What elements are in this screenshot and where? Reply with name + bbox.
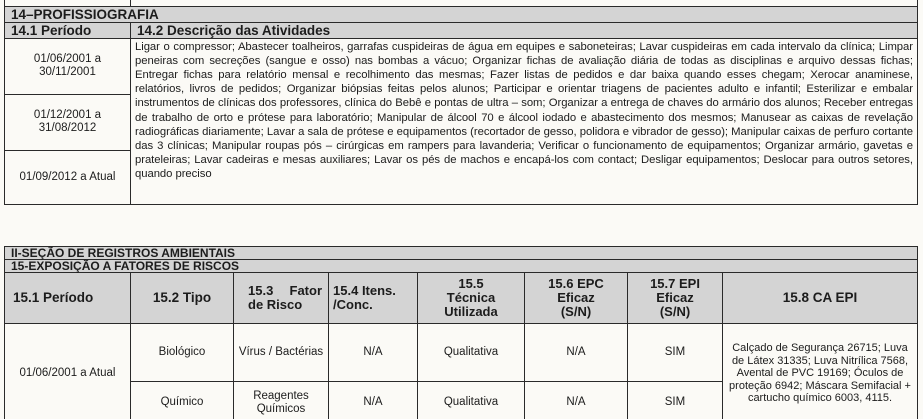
- header-itens-num: 15.4: [333, 283, 359, 298]
- risk-epc-1: N/A: [525, 324, 628, 382]
- risk-itens-1: N/A: [329, 324, 418, 382]
- header-epc: [525, 273, 628, 324]
- exposicao-title: 15-EXPOSIÇÃO A FATORES DE RISCOS: [5, 260, 918, 273]
- header-tecnica-2: Técnica: [446, 290, 496, 305]
- header-tipo: 15.2 Tipo: [131, 273, 234, 324]
- header-tecnica: [418, 273, 525, 324]
- risk-itens-2: N/A: [329, 382, 418, 419]
- registros-title: II-SEÇÃO DE REGISTROS AMBIENTAIS: [5, 247, 918, 260]
- header-periodo: 15.1 Período: [5, 273, 131, 324]
- col-period-header: 14.1 Período: [5, 22, 131, 38]
- risk-epc-2: N/A: [525, 382, 628, 419]
- risk-epi-1: SIM: [628, 324, 723, 382]
- header-epi-1: 15.7 EPI: [650, 276, 700, 291]
- risk-epi-2: SIM: [628, 382, 723, 419]
- registros-section: [4, 246, 918, 419]
- header-fator-word: Fator: [289, 283, 322, 298]
- header-ca-epi: 15.8 CA EPI: [723, 273, 918, 324]
- risk-tecnica-1: Qualitativa: [418, 324, 525, 382]
- header-fator-num: 15.3: [248, 283, 274, 298]
- header-epi-2: Eficaz: [656, 290, 694, 305]
- risk-fator-2: Reagentes Químicos: [234, 382, 329, 419]
- period-1: 01/06/2001 a 30/11/2001: [5, 38, 131, 94]
- profissiografia-table: [4, 0, 918, 205]
- risk-period: 01/06/2001 a Atual: [5, 324, 131, 419]
- header-epc-2: Eficaz: [557, 290, 595, 305]
- risk-tecnica-2: Qualitativa: [418, 382, 525, 419]
- col-description-header: 14.2 Descrição das Atividades: [131, 22, 918, 38]
- header-itens-word: Itens.: [361, 283, 396, 298]
- activities-description: Ligar o compressor; Abastecer toalheiros, garrafas cuspideiras de água em equipes e saboneteiras; Lavar cuspideiras em cada intervalo da clínica; Limpar peneiras com secreções (sangue e osso) nas bombas a vácuo; Organizar fichas de avaliação diária de todas as disciplinas e arquivo dessas fichas; Entregar fichas para relatório mensal e recolhimento das mesmas; Fazer listas de pedidos e dar baixa quando esses chegam; Xerocar anaminese, relatórios, livros de pedidos; Organizar biópsias feitas pelos alunos; Participar e orientar triagens de pacientes adulto e infantil; Esterilizar e embalar instrumentos de clínicas dos professores, clínica do Bebê e pontas de ultra – som; Organizar a entrega de chaves do armário dos alunos; Receber entregas de trabalho de orto e prótese para laboratório; Manipular de álcool 70 e álcool iodado e abastecimento dos mesmos; Manusear as caixas de revelação radiográficas diariamente; Lavar a sala de prótese e equipamentos (recortador de gesso, polidora e vibrador de gesso); Manipular caixas de perfuro cortante das 3 clínicas; Manipular roupas pós – cirúrgicas em rampers para lavanderia; Verificar o funcionamento de equipamentos; Organizar armário, gavetas e prateleiras; Lavar cadeiras e mesas auxiliares; Lavar os pés de machos e encapá-los com contact; Desligar equipamentos; Deslocar para outros setores, quando preciso: [131, 38, 918, 204]
- header-epc-1: 15.6 EPC: [548, 276, 604, 291]
- header-tecnica-3: Utilizada: [444, 304, 498, 319]
- header-epi: [628, 273, 723, 324]
- profissiografia-section: [4, 0, 918, 205]
- period-2: 01/12/2001 a 31/08/2012: [5, 94, 131, 150]
- header-fator-line2: de Risco: [248, 297, 303, 312]
- risk-tipo-2: Químico: [131, 382, 234, 419]
- header-itens-line2: /Conc.: [333, 297, 373, 312]
- section-title: 14–PROFISSIOGRAFIA: [5, 6, 918, 22]
- risk-tipo-1: Biológico: [131, 324, 234, 382]
- risk-fator-1: Vírus / Bactérias: [234, 324, 329, 382]
- header-epc-3: (S/N): [560, 304, 592, 319]
- header-itens: [329, 273, 418, 324]
- header-epi-3: (S/N): [659, 304, 691, 319]
- registros-table: [4, 246, 918, 419]
- header-tecnica-1: 15.5: [458, 276, 484, 291]
- header-fator: [234, 273, 329, 324]
- risk-ca-epi: Calçado de Segurança 26715; Luva de Látex 31335; Luva Nitrílica 7568, Avental de PVC 19169; Óculos de proteção 6942; Máscara Semifacial + cartucho químico 6003, 4115.: [723, 324, 918, 419]
- period-3: 01/09/2012 a Atual: [5, 150, 131, 204]
